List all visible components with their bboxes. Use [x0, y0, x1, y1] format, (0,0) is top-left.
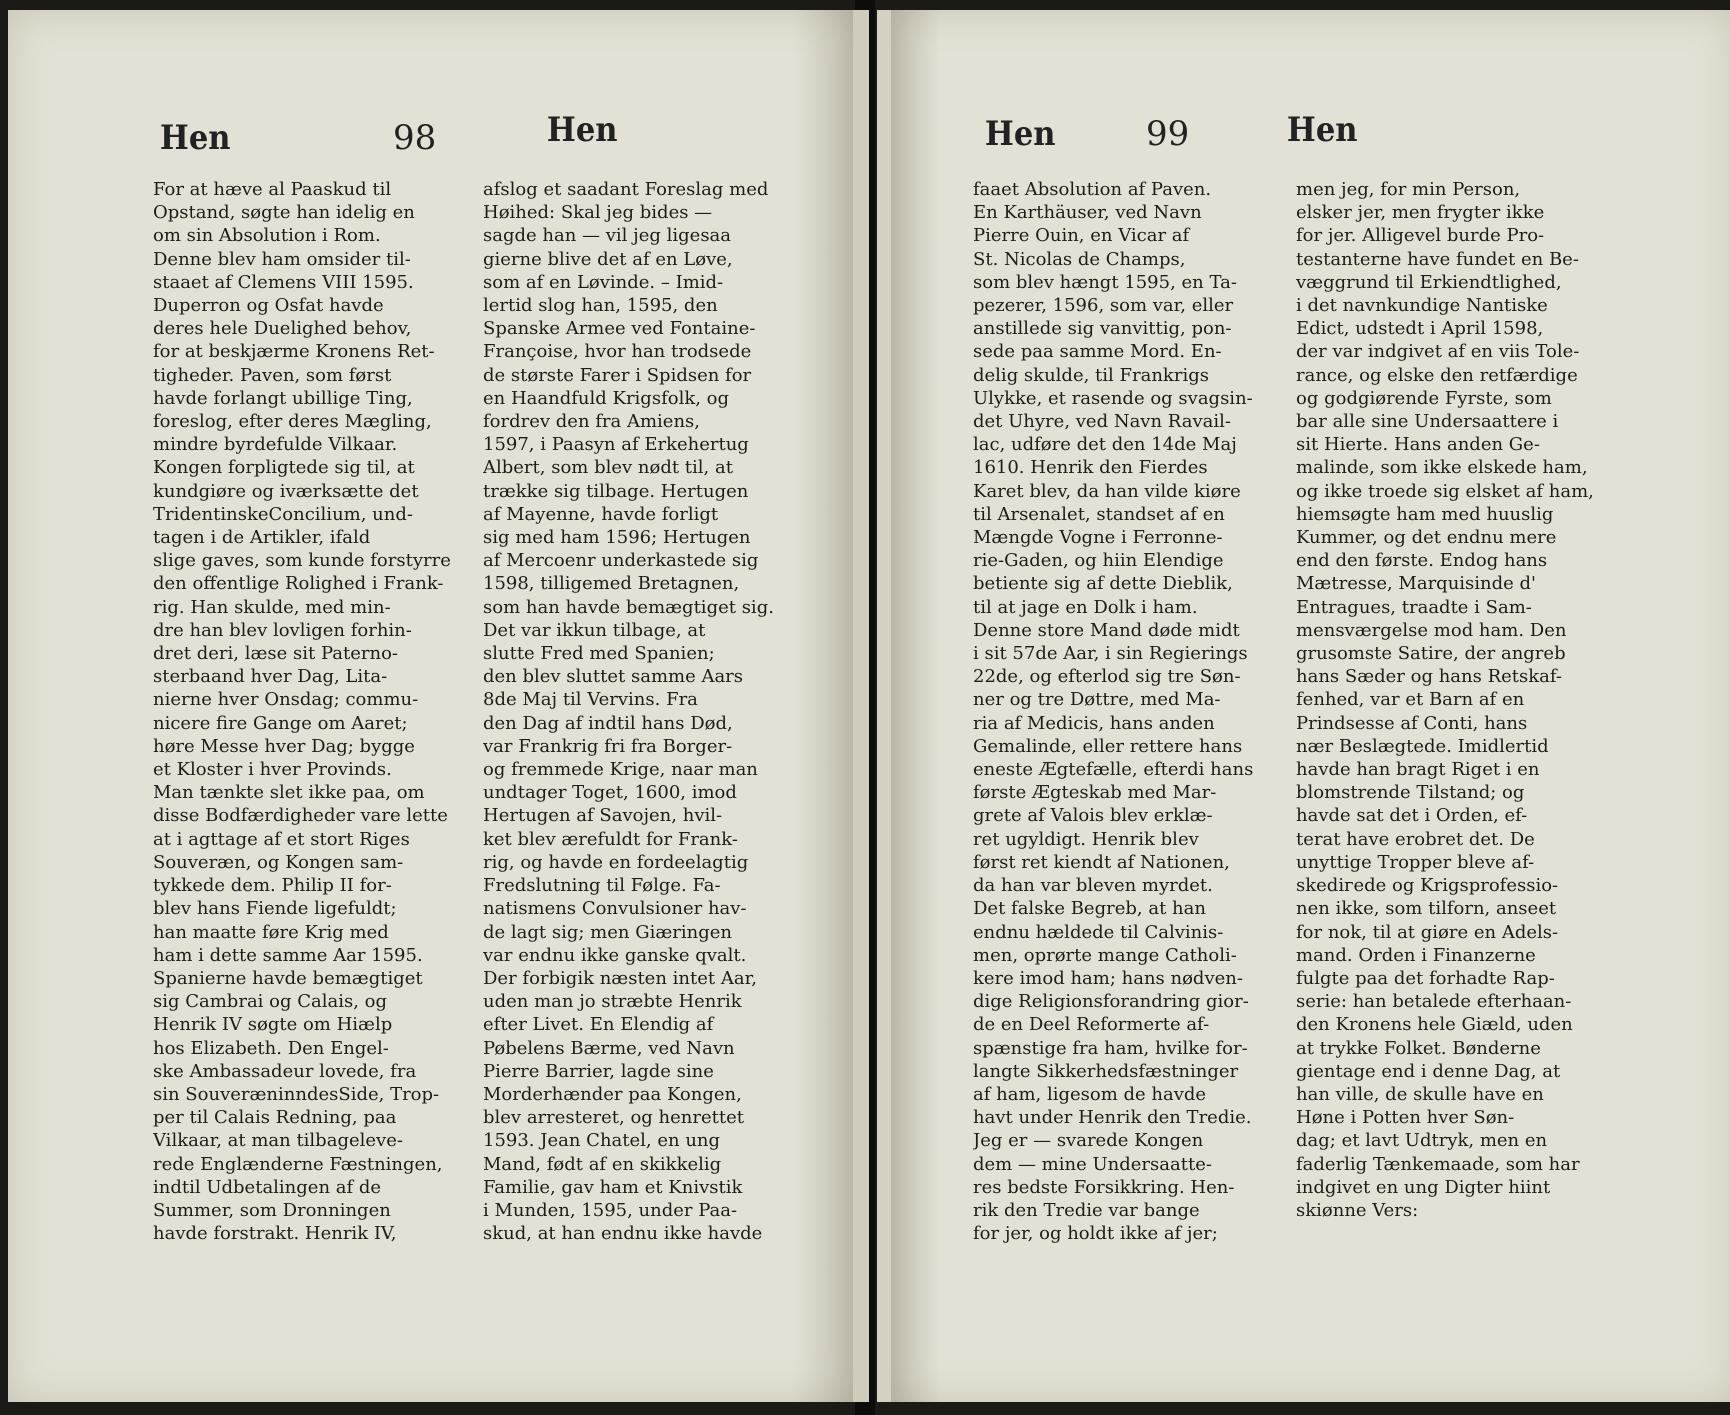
text-line: Edict, udstedt i April 1598,	[1296, 318, 1544, 340]
text-line: som han havde bemægtiget sig.	[483, 596, 774, 618]
text-line: ner og tre Døttre, med Ma-	[973, 689, 1221, 711]
text-line: Souveræn, og Kongen sam-	[153, 851, 404, 873]
text-line: havt under Henrik den Tredie.	[973, 1107, 1252, 1129]
text-line: For at hæve al Paaskud til	[153, 179, 392, 200]
text-line: Pierre Barrier, lagde sine	[483, 1060, 714, 1082]
text-line: og fremmede Krige, naar man	[483, 759, 758, 781]
text-line: men, oprørte mange Catholi-	[973, 944, 1237, 966]
text-line: betiente sig af dette Dieblik,	[973, 573, 1233, 595]
text-line: res bedste Forsikkring. Hen-	[973, 1176, 1235, 1198]
text-line: rig. Han skulde, med min-	[153, 596, 391, 618]
text-line: for jer. Alligevel burde Pro-	[1296, 225, 1545, 247]
text-line: natismens Convulsioner hav-	[483, 898, 747, 920]
text-line: han ville, de skulle have en	[1296, 1083, 1544, 1105]
text-line: Mand, født af en skikkelig	[483, 1153, 722, 1175]
text-line: første Ægteskab med Mar-	[973, 782, 1217, 804]
text-line: kundgiøre og iværksætte det	[153, 480, 419, 502]
text-line: nær Beslægtede. Imidlertid	[1296, 735, 1549, 757]
text-line: for jer, og holdt ikke af jer;	[973, 1223, 1218, 1245]
text-line: terat have erobret det. De	[1296, 828, 1535, 850]
text-line: blev hans Fiende ligefuldt;	[153, 898, 397, 920]
text-line: Det falske Begreb, at han	[973, 898, 1206, 920]
headword-left: Hen	[159, 118, 231, 158]
text-line: Kongen forpligtede sig til, at	[153, 457, 415, 479]
text-line: rig, og havde en fordeelagtig	[483, 851, 749, 873]
text-line: i sit 57de Aar, i sin Regierings	[973, 643, 1248, 665]
text-line: men jeg, for min Person,	[1296, 179, 1521, 200]
page-number: 99	[1146, 114, 1190, 154]
text-column-left	[973, 178, 1278, 1245]
text-line: Gemalinde, eller rettere hans	[973, 735, 1243, 757]
text-line: sede paa samme Mord. En-	[973, 341, 1222, 363]
text-line: Summer, som Dronningen	[153, 1199, 391, 1221]
text-line: dre han blev lovligen forhin-	[153, 619, 412, 641]
text-line: som af en Løvinde. – Imid-	[483, 271, 724, 293]
text-line: malinde, som ikke elskede ham,	[1296, 457, 1588, 479]
text-line: St. Nicolas de Champs,	[973, 248, 1186, 270]
text-line: sin SouveræninndesSide, Trop-	[153, 1083, 440, 1105]
text-line: Pierre Ouin, en Vicar af	[973, 225, 1190, 247]
text-line: slutte Fred med Spanien;	[483, 643, 715, 665]
text-line: Albert, som blev nødt til, at	[483, 457, 733, 479]
text-line: Spanierne havde bemægtiget	[153, 967, 423, 989]
text-line: et Kloster i hver Provinds.	[153, 759, 392, 781]
text-line: sterbaand hver Dag, Lita-	[153, 666, 388, 688]
text-line: at i agttage af et stort Riges	[153, 828, 410, 850]
text-line: 1610. Henrik den Fierdes	[973, 457, 1208, 479]
text-line: den offentlige Rolighed i Frank-	[153, 573, 444, 595]
text-line: Entragues, traadte i Sam-	[1296, 596, 1532, 618]
text-line: til at jage en Dolk i ham.	[973, 596, 1198, 618]
text-line: af ham, ligesom de havde	[973, 1083, 1207, 1105]
text-line: end den første. Endog hans	[1296, 550, 1548, 572]
text-line: Det var ikkun tilbage, at	[483, 619, 706, 641]
text-line: det Uhyre, ved Navn Ravail-	[973, 411, 1231, 433]
text-line: trække sig tilbage. Hertugen	[483, 480, 749, 502]
text-line: de en Deel Reformerte af-	[973, 1014, 1210, 1036]
text-line: rie-Gaden, og hiin Elendige	[973, 550, 1224, 572]
text-column-left	[153, 178, 468, 1245]
text-line: han maatte føre Krig med	[153, 921, 389, 943]
text-line: væggrund til Erkiendtlighed,	[1296, 271, 1562, 293]
text-line: disse Bodfærdigheder vare lette	[153, 805, 448, 827]
text-line: indtil Udbetalingen af de	[153, 1176, 382, 1198]
text-line: først ret kiendt af Nationen,	[973, 851, 1230, 873]
text-line: delig skulde, til Frankrigs	[973, 364, 1209, 386]
text-line: en Haandfuld Krigsfolk, og	[483, 387, 730, 409]
text-line: 1597, i Paasyn af Erkehertug	[483, 434, 749, 456]
text-line: sig med ham 1596; Hertugen	[483, 527, 751, 549]
text-line: Duperron og Osfat havde	[153, 295, 384, 317]
text-line: Opstand, søgte han idelig en	[153, 202, 415, 224]
text-line: blomstrende Tilstand; og	[1296, 782, 1525, 804]
text-line: dag; et lavt Udtryk, men en	[1296, 1130, 1548, 1152]
text-line: En Karthäuser, ved Navn	[973, 202, 1202, 224]
text-line: rede Englænderne Fæstningen,	[153, 1153, 443, 1175]
text-line: testanterne have fundet en Be-	[1296, 248, 1579, 270]
text-line: ria af Medicis, hans anden	[973, 712, 1215, 734]
text-line: de største Farer i Spidsen for	[483, 364, 752, 386]
text-line: dige Religionsforandring gior-	[973, 991, 1249, 1013]
text-line: for at beskjærme Kronens Ret-	[153, 341, 435, 363]
text-line: havde han bragt Riget i en	[1296, 759, 1540, 781]
text-line: Der forbigik næsten intet Aar,	[483, 967, 757, 989]
text-line: langte Sikkerhedsfæstninger	[973, 1060, 1239, 1082]
text-line: staaet af Clemens VIII 1595.	[153, 271, 414, 293]
text-line: for nok, til at giøre en Adels-	[1296, 921, 1559, 943]
text-line: pezerer, 1596, som var, eller	[973, 295, 1234, 317]
text-line: Denne blev ham omsider til-	[153, 248, 411, 270]
text-line: serie: han betalede efterhaan-	[1296, 991, 1572, 1013]
text-column-right	[483, 178, 803, 1245]
text-line: tagen i de Artikler, ifald	[153, 527, 371, 549]
text-line: deres hele Duelighed behov,	[153, 318, 412, 340]
text-line: Fredslutning til Følge. Fa-	[483, 875, 721, 897]
text-column-right	[1296, 178, 1616, 1222]
text-line: Mængde Vogne i Ferronne-	[973, 527, 1223, 549]
text-line: at trykke Folket. Bønderne	[1296, 1037, 1541, 1059]
text-line: lac, udføre det den 14de Maj	[973, 434, 1237, 456]
text-line: Høne i Potten hver Søn-	[1296, 1107, 1515, 1129]
text-line: af Mayenne, havde forligt	[483, 503, 719, 525]
text-line: den Dag af indtil hans Død,	[483, 712, 733, 734]
text-line: Hertugen af Savojen, hvil-	[483, 805, 723, 827]
text-line: kere imod ham; hans nødven-	[973, 967, 1243, 989]
text-line: endnu hældede til Calvinis-	[973, 921, 1224, 943]
text-line: Mætresse, Marquisinde d'	[1296, 573, 1537, 595]
text-line: skud, at han endnu ikke havde	[483, 1223, 763, 1245]
text-line: hans Sæder og hans Retskaf-	[1296, 666, 1563, 688]
text-line: gientage end i denne Dag, at	[1296, 1060, 1561, 1082]
text-line: til Arsenalet, standset af en	[973, 503, 1225, 525]
text-line: faderlig Tænkemaade, som har	[1296, 1153, 1580, 1175]
text-line: ret ugyldigt. Henrik blev	[973, 828, 1199, 850]
text-line: Man tænkte slet ikke paa, om	[153, 782, 425, 804]
text-line: høre Messe hver Dag; bygge	[153, 735, 415, 757]
text-line: 1593. Jean Chatel, en ung	[483, 1130, 721, 1152]
text-line: nen ikke, som tilforn, anseet	[1296, 898, 1557, 920]
text-line: anstillede sig vanvittig, pon-	[973, 318, 1232, 340]
left-page	[8, 10, 869, 1402]
text-line: per til Calais Redning, paa	[153, 1107, 397, 1129]
text-line: Vilkaar, at man tilbagelevе-	[153, 1130, 403, 1152]
text-line: fulgte paa det forhadte Rap-	[1296, 967, 1555, 989]
text-line: sit Hierte. Hans anden Ge-	[1296, 434, 1540, 456]
text-line: blev arresteret, og henrettet	[483, 1107, 744, 1129]
text-line: dem — mine Undersaatte-	[973, 1153, 1212, 1175]
text-line: ske Ambassadeur lovede, fra	[153, 1060, 417, 1082]
text-line: Høihed: Skal jeg bides —	[483, 202, 713, 224]
text-line: ket blev ærefuldt for Frank-	[483, 828, 738, 850]
text-line: da han var bleven myrdet.	[973, 875, 1213, 897]
page-header	[8, 110, 853, 168]
text-line: bar alle sine Undersaattere i	[1296, 411, 1559, 433]
text-line: Françoise, hvor han trodsede	[483, 341, 752, 363]
text-line: i det navnkundige Nantiske	[1296, 295, 1548, 317]
text-line: hiemsøgte ham med huuslig	[1296, 503, 1554, 525]
text-line: den blev sluttet samme Aars	[483, 666, 744, 688]
text-line: af Mercoenr underkastede sig	[483, 550, 759, 572]
text-line: 8de Maj til Vervins. Fra	[483, 689, 698, 711]
text-line: tykkede dem. Philip II for-	[153, 875, 392, 897]
text-line: elsker jer, men frygter ikke	[1296, 202, 1545, 224]
text-line: sig Cambrai og Calais, og	[153, 991, 388, 1013]
text-line: dret deri, læse sit Paterno-	[153, 643, 398, 665]
headword-left: Hen	[984, 114, 1056, 154]
text-line: sagde han — vil jeg ligesaa	[483, 225, 732, 247]
text-line: Familie, gav ham et Knivstik	[483, 1176, 743, 1198]
text-line: Prindsesse af Conti, hans	[1296, 712, 1528, 734]
text-line: undtager Toget, 1600, imod	[483, 782, 737, 804]
text-line: skediгede og Krigsprofessio-	[1296, 875, 1559, 897]
text-line: som blev hængt 1595, en Ta-	[973, 271, 1237, 293]
text-line: Denne store Mand døde midt	[973, 619, 1240, 641]
text-line: fenhed, var et Barn af en	[1296, 689, 1525, 711]
text-line: var endnu ikke ganske qvalt.	[483, 944, 747, 966]
text-line: Kummer, og det endnu mere	[1296, 527, 1557, 549]
text-line: fordrev den fra Amiens,	[483, 411, 701, 433]
text-line: Jeg er — svarede Kongen	[973, 1130, 1204, 1152]
page-header	[891, 110, 1730, 168]
text-line: mand. Orden i Finanzerne	[1296, 944, 1536, 966]
text-line: Morderhænder paa Kongen,	[483, 1083, 742, 1105]
text-line: nicere fire Gange om Aaret;	[153, 712, 408, 734]
text-line: unyttige Tropper bleve af-	[1296, 851, 1535, 873]
text-line: Spanske Armee ved Fontaine-	[483, 318, 756, 340]
text-line: ham i dette samme Aar 1595.	[153, 944, 423, 966]
text-line: rik den Tredie var bange	[973, 1199, 1200, 1221]
text-line: 22de, og efterlod sig tre Søn-	[973, 666, 1241, 688]
text-line: faaet Absolution af Paven.	[973, 179, 1212, 200]
text-line: mensværgelse mod ham. Den	[1296, 619, 1567, 641]
text-line: grete af Valois blev erklæ-	[973, 805, 1213, 827]
text-line: slige gaves, som kunde forstyrre	[153, 550, 451, 572]
text-line: tigheder. Paven, som først	[153, 364, 392, 386]
text-line: rance, og elske den retfærdige	[1296, 364, 1578, 386]
text-line: nierne hver Onsdag; commu-	[153, 689, 419, 711]
text-line: den Kronens hele Giæld, uden	[1296, 1014, 1573, 1036]
text-line: lertid slog han, 1595, den	[483, 295, 718, 317]
text-line: de lagt sig; men Giæringen	[483, 921, 732, 943]
text-line: hos Elizabeth. Den Engel-	[153, 1037, 389, 1059]
text-line: spænstige fra ham, hvilke for-	[973, 1037, 1248, 1059]
text-line: efter Livet. En Elendig af	[483, 1014, 714, 1036]
text-line: afslog et saadant Foreslag med	[483, 179, 769, 200]
text-line: og ikke troede sig elsket af ham,	[1296, 480, 1594, 502]
headword-right: Hen	[546, 110, 618, 150]
text-line: Pøbelens Bærme, ved Navn	[483, 1037, 735, 1059]
text-line: havde forlangt ubillige Ting,	[153, 387, 413, 409]
headword-right: Hen	[1286, 110, 1358, 150]
text-line: indgivet en ung Digter hiint	[1296, 1176, 1551, 1198]
right-page	[877, 10, 1730, 1402]
text-line: gierne blive det af en Løve,	[483, 248, 733, 270]
text-line: 1598, tilligemed Bretagnen,	[483, 573, 740, 595]
text-line: eneste Ægtefælle, efterdi hans	[973, 759, 1254, 781]
text-line: Ulykke, et rasende og svagsin-	[973, 387, 1253, 409]
text-line: om sin Absolution i Rom.	[153, 225, 381, 247]
text-line: mindre byrdefulde Vilkaar.	[153, 434, 398, 456]
text-line: i Munden, 1595, under Paa-	[483, 1199, 738, 1221]
text-line: Karet blev, da han vilde kiøre	[973, 480, 1241, 502]
text-line: skiønne Vers:	[1296, 1199, 1419, 1221]
text-line: der var indgivet af en viis Tole-	[1296, 341, 1580, 363]
text-line: foreslog, efter deres Mægling,	[153, 411, 432, 433]
text-line: TridentinskeConcilium, und-	[153, 503, 413, 525]
text-line: havde forstrakt. Henrik IV,	[153, 1223, 397, 1245]
text-line: og godgiørende Fyrste, som	[1296, 387, 1552, 409]
text-line: Henrik IV søgte om Hiælp	[153, 1014, 393, 1036]
text-line: havde sat det i Orden, ef-	[1296, 805, 1528, 827]
text-line: grusomste Satire, der angreb	[1296, 643, 1566, 665]
text-line: var Frankrig fri fra Borger-	[483, 735, 733, 757]
page-number: 98	[393, 118, 437, 158]
text-line: uden man jo stræbte Henrik	[483, 991, 742, 1013]
